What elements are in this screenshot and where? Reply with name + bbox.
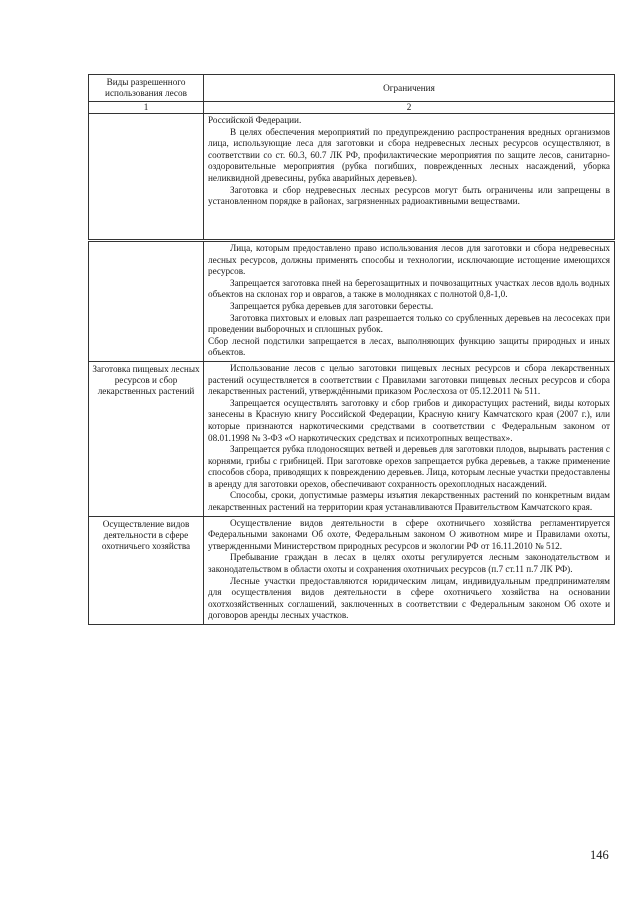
paragraph: Осуществление видов деятельности в сфере охотничьего хозяйства регламентируется Федеральными законами Об охоте, Федеральным законом О животном мире и Правилами охоты, утвержденными Министерством природных ресурсов и экологии РФ от 16.11.2010 № 512. [208,517,610,551]
paragraph: Лица, которым предоставлено право использования лесов для заготовки и сбора недревесных лесных ресурсов, должны применять способы и технологии, исключающие истощение имеющихся ресурсов. [208,243,610,277]
row-type-cell: Осуществление видов деятельности в сфере охотничьего хозяйства [89,516,204,624]
page-number: 146 [590,848,609,862]
paragraph: В целях обеспечения мероприятий по предупреждению распространения вредных организмов лица, использующие леса для заготовки и сбора недревесных лесных ресурсов осуществляют, в соответствии со ст. 60.3, 60.7 ЛК РФ, профилактические мероприятия по защите лесов, санитарно-оздоровительные мероприятия (рубка погибших, поврежденных лесных насаждений, уборка неликвидной древесины, рубка аварийных деревьев). [208,126,610,183]
row-type-cell: Заготовка пищевых лесных ресурсов и сбор лекарственных растений [89,361,204,516]
paragraph: Заготовка и сбор недревесных лесных ресурсов могут быть ограничены или запрещены в установленном порядке в районах, загрязненных радиоактивными веществами. [208,184,610,207]
paragraph: Запрещается заготовка пней на берегозащитных и почвозащитных участках лесов вдоль водных объектов на склонах гор и оврагов, а также в молодняках с полнотой 0,8-1,0. [208,277,610,300]
paragraph: Сбор лесной подстилки запрещается в лесах, выполняющих функцию защиты природных и иных объектов. [208,335,610,358]
row-type-cell [89,242,204,362]
column-number-1: 1 [89,102,204,114]
header-row [89,75,615,102]
row-type-cell [89,114,204,240]
lower-table [88,241,615,625]
paragraph: Запрещается осуществлять заготовку и сбор грибов и дикорастущих растений, виды которых занесены в Красную книгу Российской Федерации, Красную книгу Камчатского края (2007 г.), или которые признаются наркотическими средствами в соответствии с Федеральным законом от 08.01.1998 № 3-ФЗ «О наркотических средствах и психотропных веществах». [208,397,610,443]
column-number-row [89,102,615,114]
paragraph: Использование лесов с целью заготовки пищевых лесных ресурсов и сбора лекарственных растений осуществляется в соответствии с Правилами заготовки пищевых лесных ресурсов и сбора лекарственных растений, утверждёнными приказом Рослесхоза от 05.12.2011 № 511. [208,362,610,397]
column-number-2: 2 [204,102,615,114]
paragraph: Пребывание граждан в лесах в целях охоты регулируется лесным законодательством и законодательством в области охоты и сохранения охотничьих ресурсов (п.7 ст.11 п.7 ЛК РФ). [208,552,610,575]
table-row [89,516,615,624]
paragraph: Способы, сроки, допустимые размеры изъятия лекарственных растений по конкретным видам лекарственных растений на территории края устанавливаются Правительством Камчатского края. [208,490,610,513]
row-restrictions-cell [204,361,615,516]
row-restrictions-cell [204,242,615,362]
table-row [89,361,615,516]
table-row [89,242,615,362]
upper-table [88,74,615,240]
paragraph: Запрещается рубка плодоносящих ветвей и деревьев для заготовки плодов, вырывать растения с корнями, грибы с грибницей. При заготовке орехов запрещается рубка деревьев, а также применение способов сбора, приводящих к повреждению деревьев. Лица, которым лесные участки предоставлены в аренду для заготовки орехов, обеспечивают сохранность орехоплодных насаждений. [208,444,610,489]
row-restrictions-cell [204,516,615,624]
header-col-2: Ограничения [204,75,615,102]
paragraph: Заготовка пихтовых и еловых лап разрешается только со срубленных деревьев на лесосеках при проведении выборочных и сплошных рубок. [208,312,610,335]
paragraph: Запрещается рубка деревьев для заготовки бересты. [230,300,434,311]
paragraph: Российской Федерации. [208,115,302,125]
header-col-1: Виды разрешенного использования лесов [89,75,204,102]
table-row [89,114,615,240]
paragraph: Лесные участки предоставляются юридическим лицам, индивидуальным предпринимателям для осуществления видов деятельности в сфере охотничьего хозяйства на основании охотхозяйственных соглашений, заключенных в соответствии с Федеральным законом Об охоте и договоров аренды лесных участков. [208,575,610,621]
row-restrictions-cell [204,114,615,240]
